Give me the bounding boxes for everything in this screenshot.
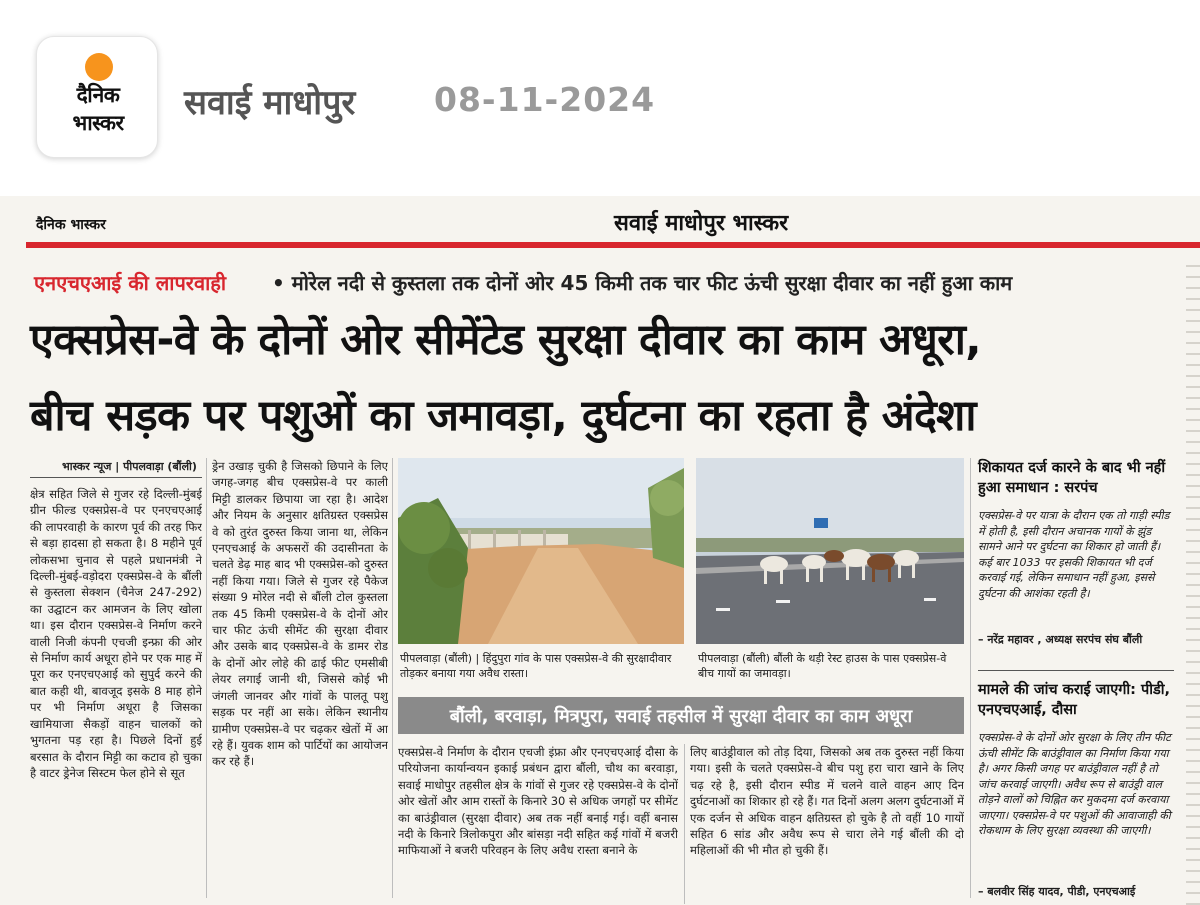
newspaper-page[interactable] xyxy=(0,196,1200,905)
article-column-4: लिए बाउंड्रीवाल को तोड़ दिया, जिसको अब तक दुरुस्त नहीं किया गया। इसी के चलते एक्सप्रेस-वे बीच पशु हरा चारा खाने के लिए चढ़ रहे है, इसी दौरान स्पीड में चलने वाले वाहन आए दिन दुर्घटनाओं का शिकार हो रहे हैं। गत दिनों अलग अलग दुर्घटनाओं में एक दर्जन से अधिक वाहन क्षतिग्रस्त हो चुके है तो वहीं 10 गायों सहित 6 सांड और अवैध रूप से चारा लेने गई बौंली की दो महिलाओं की भी मौत हो चुकी हैं। xyxy=(690,745,964,858)
column-divider xyxy=(970,458,971,898)
photo-caption-1: पीपलवाड़ा (बौंली) | हिंदुपुरा गांव के पास एक्सप्रेस-वे की सुरक्षादीवार तोड़कर बनाया गया अवैध रास्ता। xyxy=(400,652,672,680)
article-column-2: ड्रेन उखाड़ चुकी है जिसको छिपाने के लिए जगह-जगह बीच एक्सप्रेस-वे पर काली मिट्टी डालकर छिपाया जा रहा है। आदेश और नियम के अनुसार क्षतिग्रस्त एक्सप्रेस वे को तुरंत दुरुस्त किया जाना था, लेकिन एनएचआई के अफसरों की उदासीनता के चलते डेढ़ माह बाद भी एक्सप्रेस-को दुरुस्त नहीं किया गया। जिले से गुजर रहे पैकेज संख्या 9 मोरेल नदी से बौंली टोल कुस्तला तक 45 किमी एक्सप्रेस-वे के दोनों ओर चार फीट ऊंची सीमेंट की सुरक्षा दीवार और उसके बाद एक्सप्रेस-वे के डामर रोड के दोनों ओर लोहे की ढाई फीट एमसीबी लेयर लगाई जानी थी, जिससे कोई भी जंगली जानवर और गांवों के पालतू पशु सड़क पर नहीं आ सके। लेकिन स्थानीय ग्रामीण एक्सप्रेस-वे पर चढ़कर खेतों में आ रहे हैं। युवक शाम को पार्टियों का आयोजन कर रहे हैं। xyxy=(212,459,388,769)
sun-icon xyxy=(85,53,113,81)
masthead-center: सवाई माधोपुर भास्कर xyxy=(614,211,789,236)
edition-city: सवाई माधोपुर xyxy=(184,83,356,123)
sidebar-signature-pd: – बलवीर सिंह यादव, पीडी, एनएचआई xyxy=(978,885,1136,898)
masthead-left: दैनिक भास्कर xyxy=(36,217,106,233)
photo-cows-on-expressway xyxy=(696,458,964,644)
photo-cows-image xyxy=(696,458,964,644)
app-header xyxy=(0,0,1200,196)
sidebar-heading-sarpanch: शिकायत दर्ज कारने के बाद भी नहीं हुआ समाधान : सरपंच xyxy=(978,460,1166,496)
photo-broken-wall xyxy=(398,458,684,644)
edition-date: 08-11-2024 xyxy=(434,80,656,119)
adjacent-column-edge xyxy=(1186,256,1200,905)
article-subhead: • मोरेल नदी से कुस्तला तक दोनों ओर 45 किमी तक चार फीट ऊंची सुरक्षा दीवार का नहीं हुआ काम xyxy=(272,271,1013,295)
column-divider xyxy=(392,458,393,898)
article-kicker: एनएचएआई की लापरवाही xyxy=(34,271,227,295)
article-column-3: एक्सप्रेस-वे निर्माण के दौरान एचजी इंफ्रा और एनएचएआई दौसा के परियोजना कार्यान्वयन इकाई प्रबंधन द्वारा बौंली, चौथ का बरवाड़ा, सवाई माधोपुर तहसील क्षेत्र के गांवों से गुजर रहे एक्सप्रेस-वे के दोनों ओर खेतों और आम रास्तों के किनारे 30 से अधिक जगहों पर सीमेंट का बाउंड्रीवाल (सुरक्षा दीवार) अब तक नहीं बनाई गई। वहीं बनास नदी के किनारे त्रिलोकपुरा और बांसड़ा नदी सहित कई गांवों में बजरी माफियाओं ने बजरी परिवहन के लिए अवैध रास्ता बनाने के xyxy=(398,745,678,858)
byline: भास्कर न्यूज | पीपलवाड़ा (बौंली) xyxy=(62,460,197,473)
masthead-rule xyxy=(26,242,1200,248)
byline-rule xyxy=(30,477,202,478)
sidebar-heading-pd: मामले की जांच कराई जाएगी: पीडी, एनएचएआई, दौसा xyxy=(978,682,1170,718)
column-divider xyxy=(684,744,685,904)
sidebar-text-pd: एक्सप्रेस-वे के दोनों ओर सुरक्षा के लिए तीन फीट ऊंची सीमेंट कि बाउंड्रीवाल का निर्माण किया गया है। अगर किसी जगह पर बाउंड्रीवाल नहीं है तो जांच करवाई जाएगी। अवैध रूप से बाउंड्री वाल तोड़ने वालों को चिह्नित कर मुकदमा दर्ज करवाया जाएगा। एक्सप्रेस-वे पर पशुओं की आवाजाही की रोकथाम के लिए सुरक्षा व्यवस्था की जाएगी। xyxy=(978,731,1171,837)
headline-line-2: बीच सड़क पर पशुओं का जमावड़ा, दुर्घटना का रहता है अंदेशा xyxy=(30,391,976,441)
logo-word-bhaskar: भास्कर xyxy=(72,111,124,135)
photo-caption-2: पीपलवाड़ा (बौंली) बौंली के थड़ी रेस्ट हाउस के पास एक्सप्रेस-वे बीच गायों का जमावड़ा। xyxy=(698,652,947,680)
column-divider xyxy=(206,458,207,898)
article-column-1: क्षेत्र सहित जिले से गुजर रहे दिल्ली-मुंबई ग्रीन फील्ड एक्सप्रेस-वे पर एनएचएआई की लापरवाही के कारण पूर्व की तरह फिर से बड़ा हादसा हो सकता है। 8 महीने पूर्व लोकसभा चुनाव से पहले प्रधानमंत्री ने दिल्ली-मुंबई-वड़ोदरा एक्सप्रेस-वे के बौंली से कुस्तला सेक्शन (चैनेज 247-292) का उद्घाटन कर आमजन के लिए खोला था। इस दौरान एक्सप्रेस-वे निर्माण करने वाली निजी कंपनी एचजी इन्फ्रा की ओर से निर्माण कार्य अधूरा होने पर एक माह में पूरा कर एनएचएआई को सुपुर्द करने की बात कही थी, बावजूद इसके 8 माह होने पर भी निर्माण अधूरा है जिसका खामियाजा सैकड़ों वाहन चालकों को भुगतना पड़ रहा है। पिछले दिनों हुई बरसात के दौरान मिट्टी का कटाव हो चुका है वाटर ड्रेनेज सिस्टम फेल होने से सूत xyxy=(30,487,202,780)
sidebar-signature-sarpanch: – नरेंद्र महावर , अध्यक्ष सरपंच संघ बौंली xyxy=(978,633,1143,646)
sidebar-rule xyxy=(978,670,1174,671)
sidebar-text-sarpanch: एक्सप्रेस-वे पर यात्रा के दौरान एक तो गाड़ी स्पीड में होती है, इसी दौरान अचानक गायों के झुंड सामने आने पर दुर्घटना का शिकार हो जाती हैं। कई बार 1033 पर इसकी शिकायत भी दर्ज करवाई गई, लेकिन समाधान नहीं हुआ, इससे दुर्घटना की आशंका रहती है। xyxy=(978,509,1170,600)
logo-word-dainik: दैनिक xyxy=(76,83,120,107)
section-banner: बौंली, बरवाड़ा, मित्रपुरा, सवाई तहसील में सुरक्षा दीवार का काम अधूरा xyxy=(398,697,964,734)
dainik-bhaskar-logo[interactable] xyxy=(36,36,158,158)
photo-broken-wall-image xyxy=(398,458,684,644)
headline-line-1: एक्सप्रेस-वे के दोनों ओर सीमेंटेड सुरक्षा दीवार का काम अधूरा, xyxy=(30,315,982,365)
